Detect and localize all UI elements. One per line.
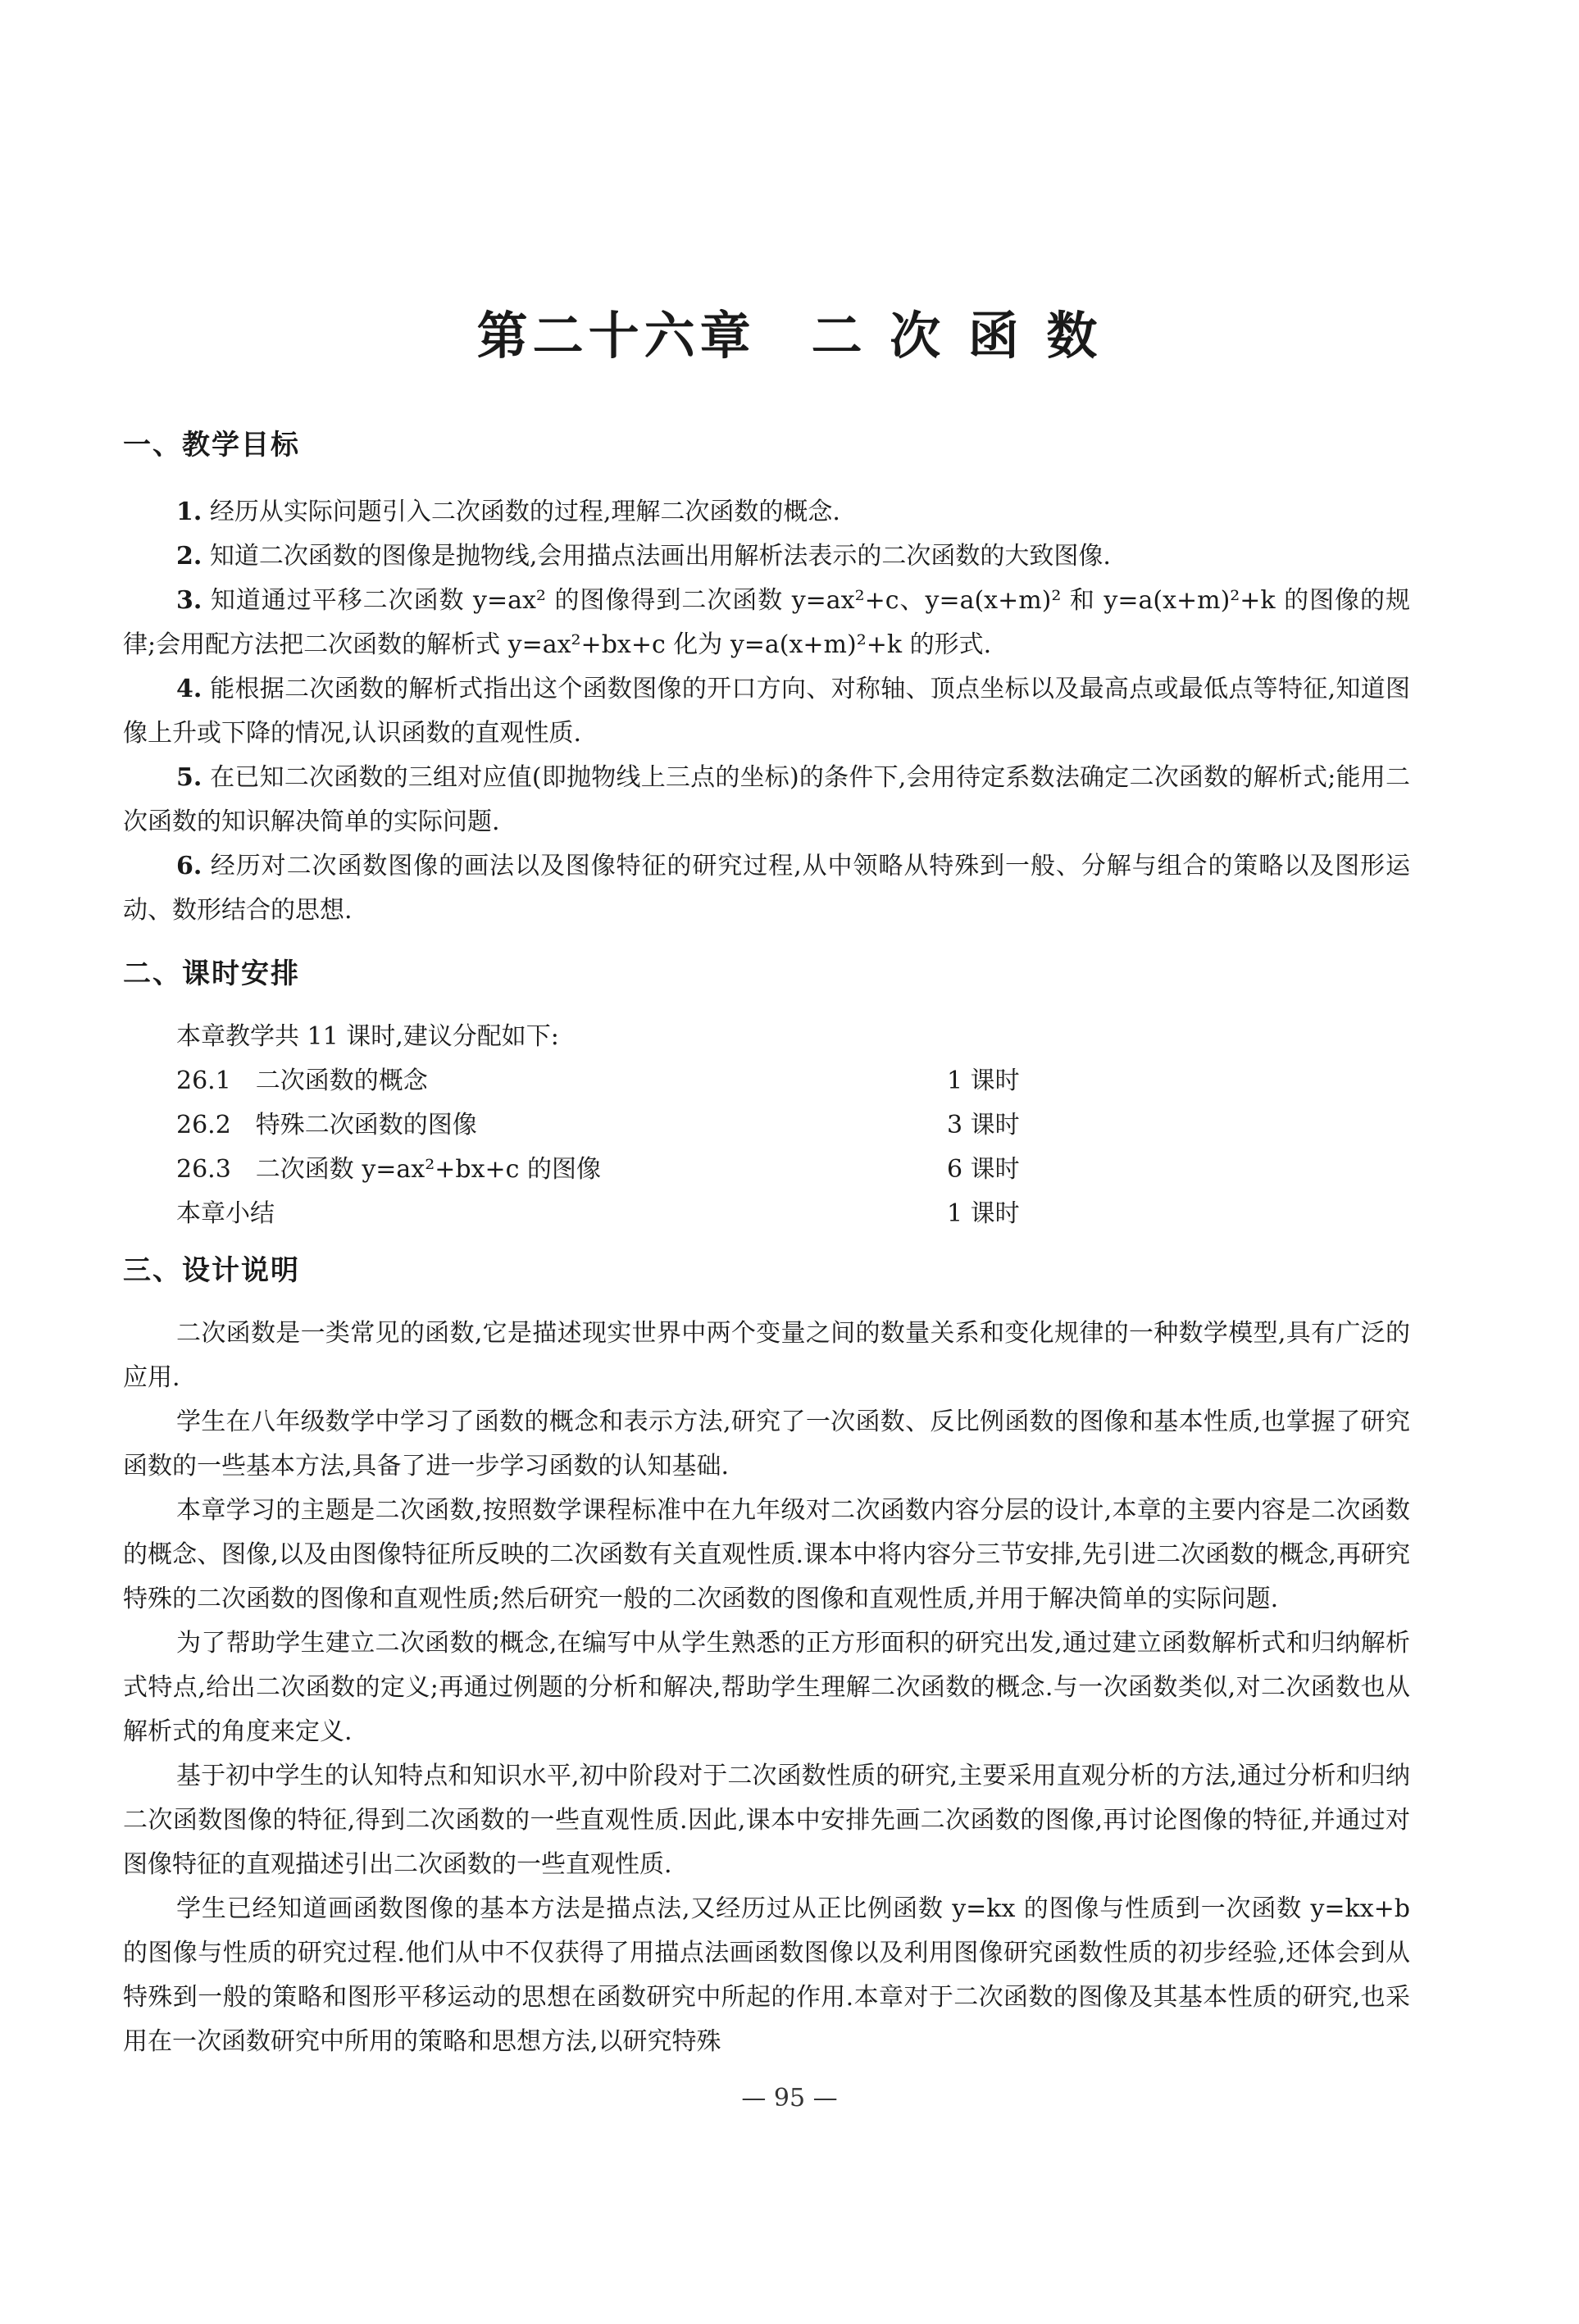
body-paragraph: 学生在八年级数学中学习了函数的概念和表示方法,研究了一次函数、反比例函数的图像和基本性质,也掌握了研究函数的一些基本方法,具备了进一步学习函数的认知基础. bbox=[123, 1408, 1410, 1480]
schedule-lesson-name: 26.3 二次函数 y=ax²+bx+c 的图像 bbox=[176, 1155, 601, 1184]
schedule-lesson-hours: 1 课时 bbox=[947, 1199, 1020, 1228]
goal-item: 6. 经历对二次函数图像的画法以及图像特征的研究过程,从中领略从特殊到一般、分解与组合的策略以及图形运动、数形结合的思想. bbox=[123, 852, 1410, 925]
section-heading-teaching-goals: 一、教学目标 bbox=[123, 429, 300, 462]
schedule-row bbox=[176, 1148, 1078, 1192]
goal-item: 1. 经历从实际问题引入二次函数的过程,理解二次函数的概念. bbox=[176, 498, 840, 526]
goal-item: 5. 在已知二次函数的三组对应值(即抛物线上三点的坐标)的条件下,会用待定系数法确定二次函数的解析式;能用二次函数的知识解决简单的实际问题. bbox=[123, 763, 1410, 836]
schedule-lesson-name: 本章小结 bbox=[176, 1199, 275, 1228]
body-paragraph: 本章学习的主题是二次函数,按照数学课程标准中在九年级对二次函数内容分层的设计,本章的主要内容是二次函数的概念、图像,以及由图像特征所反映的二次函数有关直观性质.课本中将内容分三节安排,先引进二次函数的概念,再研究特殊的二次函数的图像和直观性质;然后研究一般的二次函数的图像和直观性质,并用于解决简单的实际问题. bbox=[123, 1496, 1410, 1613]
schedule-lesson-hours: 3 课时 bbox=[947, 1111, 1020, 1139]
body-paragraph: 为了帮助学生建立二次函数的概念,在编写中从学生熟悉的正方形面积的研究出发,通过建立函数解析式和归纳解析式特点,给出二次函数的定义;再通过例题的分析和解决,帮助学生理解二次函数的概念.与一次函数类似,对二次函数也从解析式的角度来定义. bbox=[123, 1629, 1410, 1746]
schedule-row bbox=[176, 1192, 1078, 1236]
chapter-title: 第二十六章 二 次 函 数 bbox=[476, 306, 1103, 366]
schedule-lesson-name: 26.2 特殊二次函数的图像 bbox=[176, 1111, 477, 1139]
goal-item: 2. 知道二次函数的图像是抛物线,会用描点法画出用解析法表示的二次函数的大致图像. bbox=[176, 542, 1111, 571]
body-paragraph: 二次函数是一类常见的函数,它是描述现实世界中两个变量之间的数量关系和变化规律的一种数学模型,具有广泛的应用. bbox=[123, 1319, 1410, 1392]
body-paragraph: 基于初中学生的认知特点和知识水平,初中阶段对于二次函数性质的研究,主要采用直观分析的方法,通过分析和归纳二次函数图像的特征,得到二次函数的一些直观性质.因此,课本中安排先画二次函数的图像,再讨论图像的特征,并通过对图像特征的直观描述引出二次函数的一些直观性质. bbox=[123, 1762, 1410, 1879]
schedule-row bbox=[176, 1103, 1078, 1148]
goal-item: 4. 能根据二次函数的解析式指出这个函数图像的开口方向、对称轴、顶点坐标以及最高点或最低点等特征,知道图像上升或下降的情况,认识函数的直观性质. bbox=[123, 675, 1410, 748]
schedule-lesson-hours: 6 课时 bbox=[947, 1155, 1020, 1184]
page-number: — 95 — bbox=[741, 2084, 838, 2113]
schedule-lesson-hours: 1 课时 bbox=[947, 1066, 1020, 1095]
section-heading-schedule: 二、课时安排 bbox=[123, 957, 300, 990]
goal-item: 3. 知道通过平移二次函数 y=ax² 的图像得到二次函数 y=ax²+c、y=a(x+m)² 和 y=a(x+m)²+k 的图像的规律;会用配方法把二次函数的解析式 y=ax²+bx+c 化为 y=a(x+m)²+k 的形式. bbox=[123, 586, 1410, 659]
teaching-goals-list bbox=[123, 490, 1410, 933]
schedule-row bbox=[176, 1059, 1078, 1103]
schedule-block bbox=[176, 1015, 1078, 1236]
design-notes-body bbox=[123, 1312, 1410, 2064]
schedule-intro: 本章教学共 11 课时,建议分配如下: bbox=[176, 1022, 559, 1051]
schedule-lesson-name: 26.1 二次函数的概念 bbox=[176, 1066, 428, 1095]
body-paragraph: 学生已经知道画函数图像的基本方法是描点法,又经历过从正比例函数 y=kx 的图像与性质到一次函数 y=kx+b 的图像与性质的研究过程.他们从中不仅获得了用描点法画函数图像以及利用图像研究函数性质的初步经验,还体会到从特殊到一般的策略和图形平移运动的思想在函数研究中所起的作用.本章对于二次函数的图像及其基本性质的研究,也采用在一次函数研究中所用的策略和思想方法,以研究特殊 bbox=[123, 1894, 1410, 2056]
section-heading-design-notes: 三、设计说明 bbox=[123, 1254, 300, 1287]
